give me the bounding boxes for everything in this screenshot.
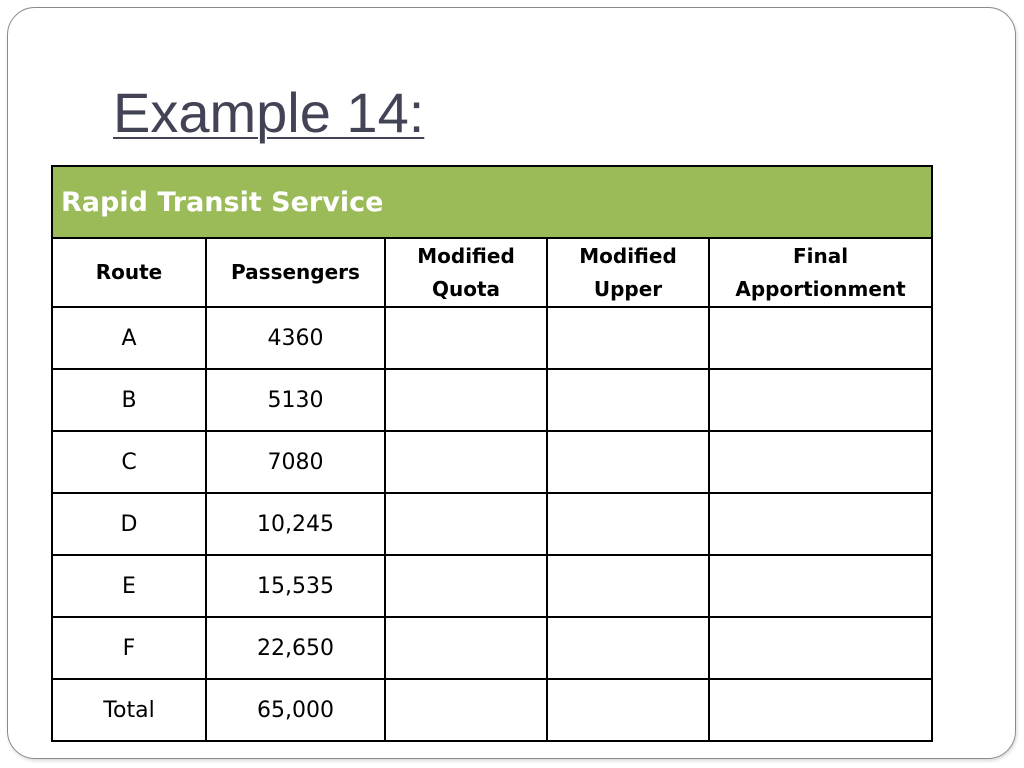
header-final-line1: Final bbox=[792, 243, 849, 268]
cell-modified-upper bbox=[547, 617, 709, 679]
header-route: Route bbox=[52, 238, 206, 307]
cell-passengers: 4360 bbox=[206, 307, 385, 369]
header-modified-upper-line1: Modified bbox=[579, 243, 677, 268]
cell-final-apportionment bbox=[709, 679, 932, 741]
table-row bbox=[52, 369, 932, 431]
header-modified-upper-line2: Upper bbox=[593, 276, 663, 301]
cell-passengers: 7080 bbox=[206, 431, 385, 493]
header-final-apportionment bbox=[709, 238, 932, 307]
cell-passengers: 5130 bbox=[206, 369, 385, 431]
table-row bbox=[52, 617, 932, 679]
cell-modified-quota bbox=[385, 307, 547, 369]
header-final-line2: Apportionment bbox=[735, 276, 906, 301]
table-row bbox=[52, 679, 932, 741]
table-row bbox=[52, 555, 932, 617]
cell-final-apportionment bbox=[709, 369, 932, 431]
cell-route: B bbox=[52, 369, 206, 431]
cell-final-apportionment bbox=[709, 617, 932, 679]
cell-route: Total bbox=[52, 679, 206, 741]
cell-modified-upper bbox=[547, 679, 709, 741]
cell-passengers: 65,000 bbox=[206, 679, 385, 741]
cell-modified-upper bbox=[547, 493, 709, 555]
cell-final-apportionment bbox=[709, 493, 932, 555]
cell-modified-quota bbox=[385, 369, 547, 431]
cell-modified-upper bbox=[547, 307, 709, 369]
cell-modified-upper bbox=[547, 555, 709, 617]
cell-final-apportionment bbox=[709, 307, 932, 369]
slide-title: Example 14: bbox=[113, 81, 425, 144]
table-header-row bbox=[52, 238, 932, 307]
cell-modified-quota bbox=[385, 679, 547, 741]
table-banner-row bbox=[52, 166, 932, 238]
header-modified-quota-line2: Quota bbox=[431, 276, 501, 301]
table-banner: Rapid Transit Service bbox=[52, 166, 932, 238]
cell-final-apportionment bbox=[709, 431, 932, 493]
cell-route: A bbox=[52, 307, 206, 369]
cell-modified-quota bbox=[385, 493, 547, 555]
cell-passengers: 10,245 bbox=[206, 493, 385, 555]
header-passengers: Passengers bbox=[206, 238, 385, 307]
header-modified-upper bbox=[547, 238, 709, 307]
cell-modified-upper bbox=[547, 431, 709, 493]
cell-modified-upper bbox=[547, 369, 709, 431]
cell-passengers: 15,535 bbox=[206, 555, 385, 617]
cell-route: E bbox=[52, 555, 206, 617]
cell-final-apportionment bbox=[709, 555, 932, 617]
cell-route: D bbox=[52, 493, 206, 555]
cell-modified-quota bbox=[385, 431, 547, 493]
cell-modified-quota bbox=[385, 617, 547, 679]
table-row bbox=[52, 431, 932, 493]
cell-modified-quota bbox=[385, 555, 547, 617]
table-row bbox=[52, 493, 932, 555]
cell-passengers: 22,650 bbox=[206, 617, 385, 679]
header-modified-quota-line1: Modified bbox=[417, 243, 515, 268]
rapid-transit-table bbox=[51, 165, 933, 742]
cell-route: F bbox=[52, 617, 206, 679]
cell-route: C bbox=[52, 431, 206, 493]
table-row bbox=[52, 307, 932, 369]
header-modified-quota bbox=[385, 238, 547, 307]
table-body bbox=[52, 307, 932, 741]
